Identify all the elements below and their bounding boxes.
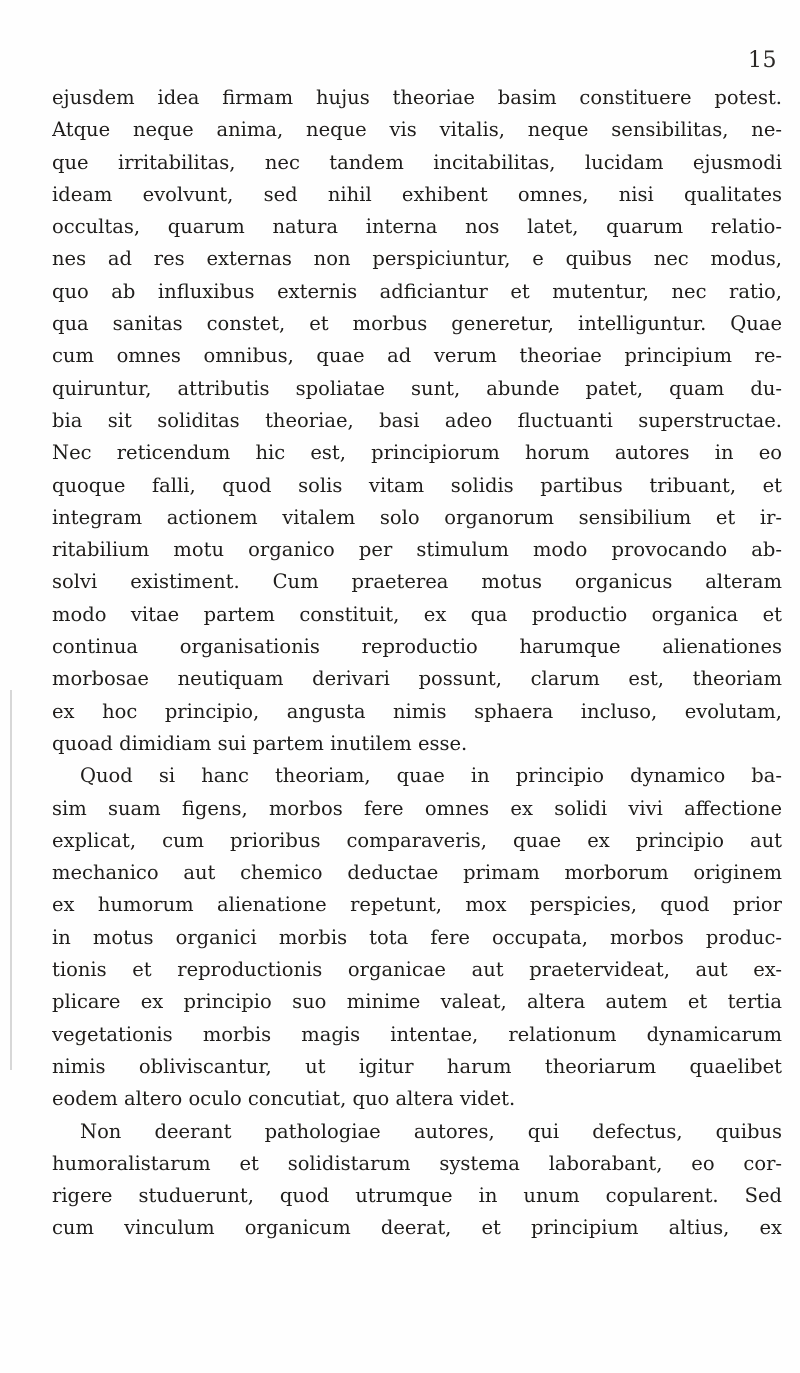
text-line: cum vinculum organicum deerat, et principium altius, ex xyxy=(52,1216,782,1240)
text-line: continua organisationis reproductio harumque alienationes xyxy=(52,635,782,659)
text-line: nimis obliviscantur, ut igitur harum theoriarum quaelibet xyxy=(52,1054,782,1078)
text-line: nes ad res externas non perspiciuntur, e quibus nec modus, xyxy=(52,247,782,271)
text-line: sim suam figens, morbos fere omnes ex solidi vivi affectione xyxy=(52,796,782,820)
text-line: ex hoc principio, angusta nimis sphaera incluso, evolutam, xyxy=(52,699,782,723)
text-line: quoad dimidiam sui partem inutilem esse. xyxy=(52,731,468,755)
text-line: quiruntur, attributis spoliatae sunt, abunde patet, quam du- xyxy=(52,376,782,400)
page-number: 15 xyxy=(748,48,777,73)
text-line: explicat, cum prioribus comparaveris, quae ex principio aut xyxy=(52,828,782,852)
text-line: qua sanitas constet, et morbus generetur, intelliguntur. Quae xyxy=(52,312,782,336)
text-line: morbosae neutiquam derivari possunt, clarum est, theoriam xyxy=(52,667,782,691)
text-line: Quod si hanc theoriam, quae in principio dynamico ba- xyxy=(80,764,782,788)
text-line: mechanico aut chemico deductae primam morborum originem xyxy=(52,861,782,885)
text-line: ritabilium motu organico per stimulum modo provocando ab- xyxy=(52,538,782,562)
text-line: modo vitae partem constituit, ex qua productio organica et xyxy=(52,602,782,626)
body-text xyxy=(52,82,782,1245)
page-margin-shadow xyxy=(10,690,12,1070)
text-line: ideam evolvunt, sed nihil exhibent omnes, nisi qualitates xyxy=(52,182,782,206)
text-line: quo ab influxibus externis adficiantur et mutentur, nec ratio, xyxy=(52,279,782,303)
text-line: eodem altero oculo concutiat, quo altera videt. xyxy=(52,1087,516,1111)
text-line: que irritabilitas, nec tandem incitabilitas, lucidam ejusmodi xyxy=(52,150,782,174)
text-line: plicare ex principio suo minime valeat, altera autem et tertia xyxy=(52,990,782,1014)
text-line: occultas, quarum natura interna nos latet, quarum relatio- xyxy=(52,215,782,239)
text-line: cum omnes omnibus, quae ad verum theoriae principium re- xyxy=(52,344,782,368)
text-line: integram actionem vitalem solo organorum sensibilium et ir- xyxy=(52,505,782,529)
text-line: Non deerant pathologiae autores, qui defectus, quibus xyxy=(80,1119,782,1143)
text-line: solvi existiment. Cum praeterea motus organicus alteram xyxy=(52,570,782,594)
text-line: rigere studuerunt, quod utrumque in unum copularent. Sed xyxy=(52,1184,782,1208)
text-line: Nec reticendum hic est, principiorum horum autores in eo xyxy=(52,441,782,465)
text-line: in motus organici morbis tota fere occupata, morbos produc- xyxy=(52,925,782,949)
text-line: bia sit soliditas theoriae, basi adeo fluctuanti superstructae. xyxy=(52,408,782,432)
text-line: Atque neque anima, neque vis vitalis, neque sensibilitas, ne- xyxy=(52,118,782,142)
text-line: ex humorum alienatione repetunt, mox perspicies, quod prior xyxy=(52,893,782,917)
text-line: tionis et reproductionis organicae aut praetervideat, aut ex- xyxy=(52,958,782,982)
text-line: vegetationis morbis magis intentae, relationum dynamicarum xyxy=(52,1022,782,1046)
text-line: quoque falli, quod solis vitam solidis partibus tribuant, et xyxy=(52,473,782,497)
text-line: ejusdem idea firmam hujus theoriae basim constituere potest. xyxy=(52,86,782,109)
text-line: humoralistarum et solidistarum systema laborabant, eo cor- xyxy=(52,1151,782,1175)
